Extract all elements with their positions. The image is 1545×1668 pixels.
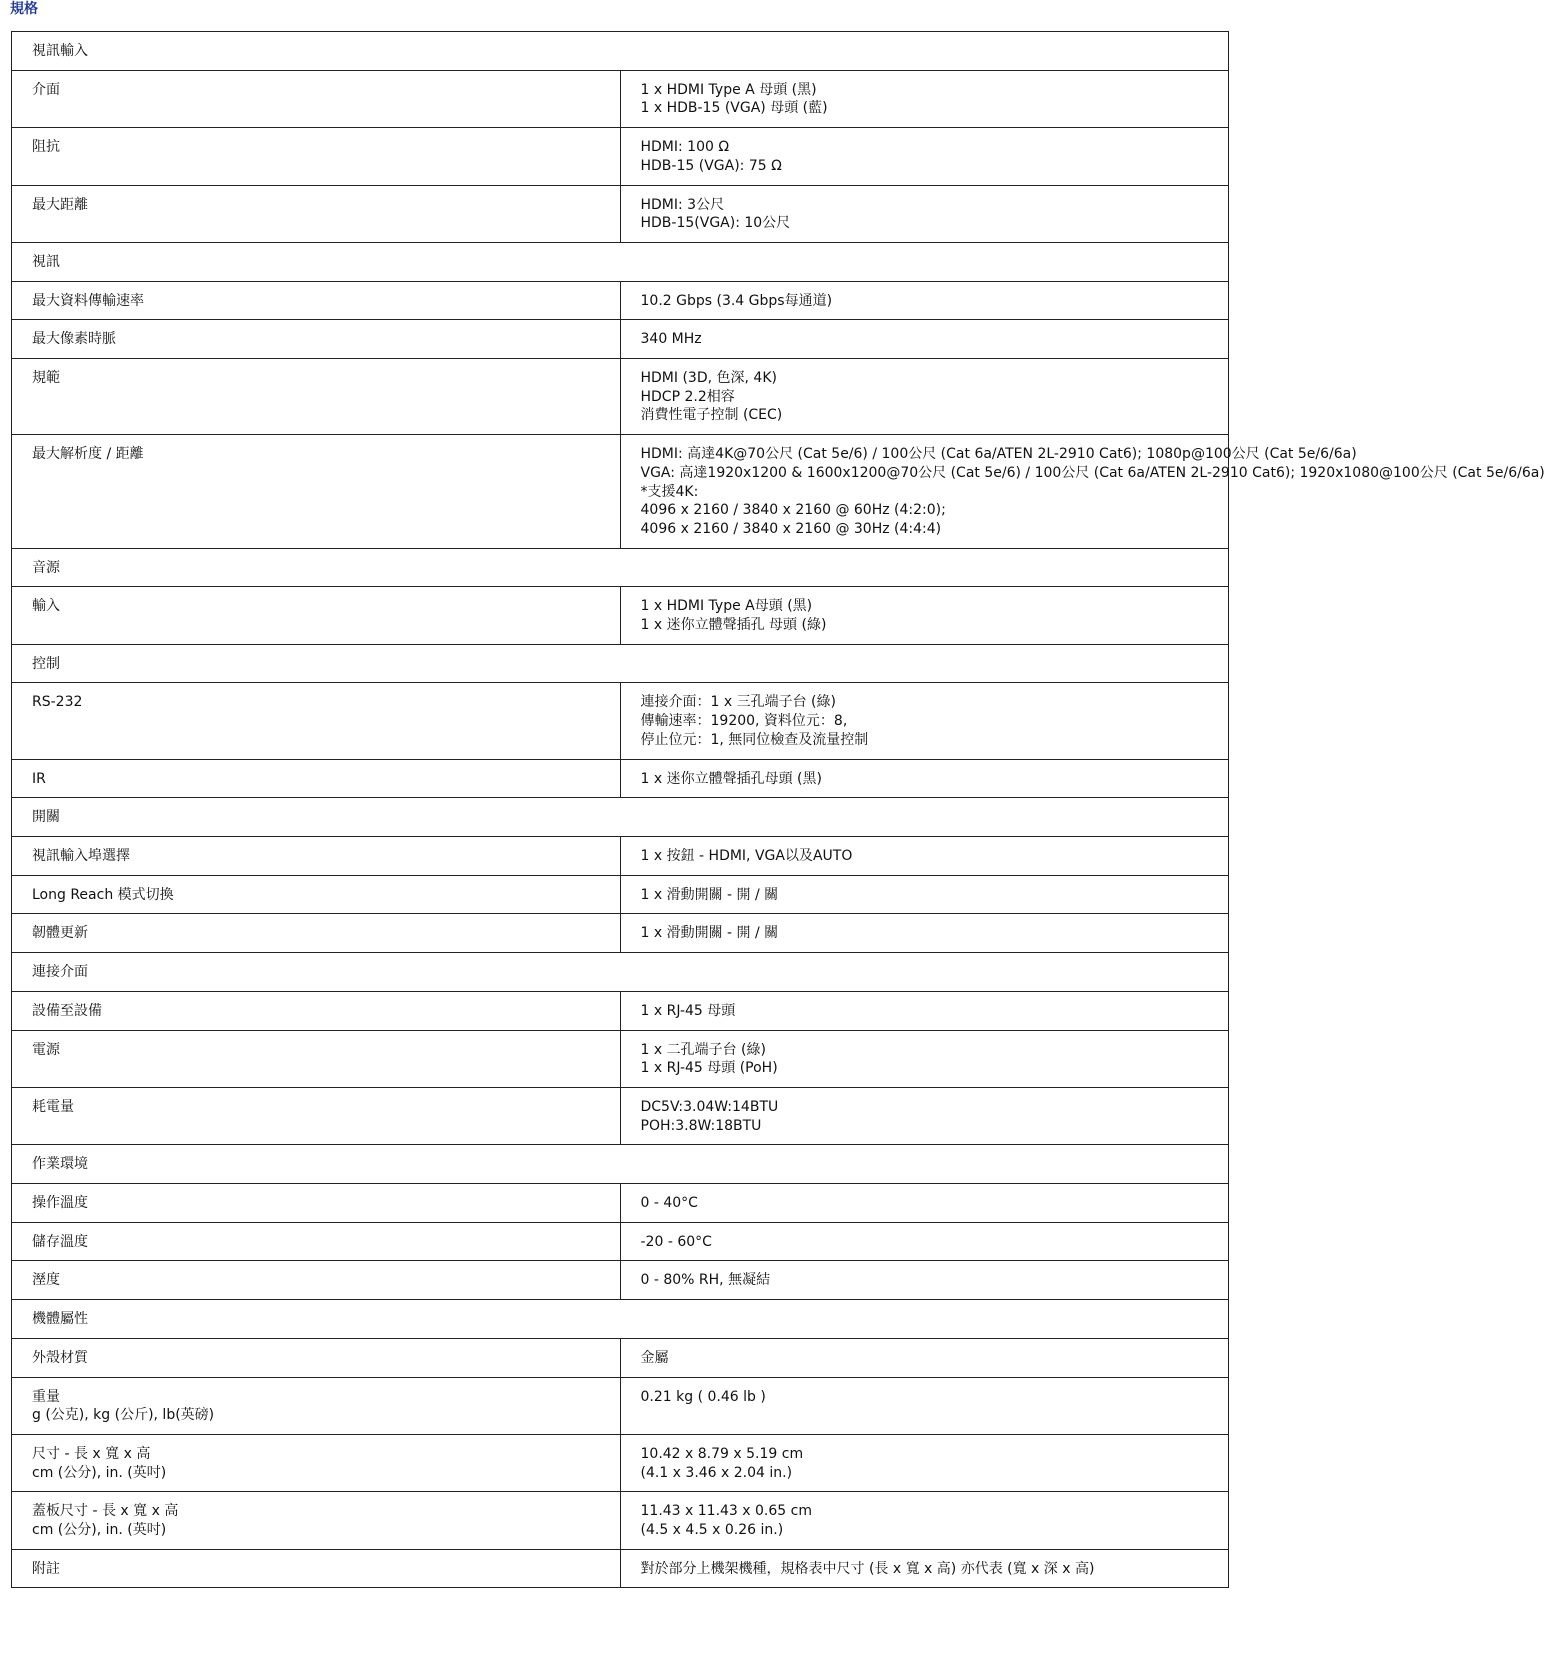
spec-label [12,836,621,875]
spec-value [620,1338,1229,1377]
spec-value-line: HDMI: 3公尺 [640,196,725,213]
spec-value-line: 1 x HDMI Type A 母頭 (黑) [640,81,817,98]
spec-value [620,70,1229,127]
spec-label [12,1549,621,1588]
spec-label-line: IR [32,770,46,787]
table-row [12,1087,1229,1144]
spec-table-body [12,32,1545,1588]
spec-label-line: 輸入 [32,598,60,615]
section-heading: 控制 [12,644,1229,683]
section-heading: 視訊輸入 [12,32,1229,71]
section-header-row [12,644,1229,683]
spec-value-line: 消費性電子控制 (CEC) [640,407,783,424]
section-header-row [12,1300,1229,1339]
spec-label [12,1377,621,1434]
table-row [12,1434,1229,1491]
section-heading: 音源 [12,548,1229,587]
spec-value [620,587,1229,644]
spec-value [620,185,1229,242]
spec-value [620,1492,1229,1549]
spec-label [12,683,621,759]
spec-value [620,875,1229,914]
spec-label-line: 最大距離 [32,196,88,213]
spec-value-line: *支援4K: [640,483,699,500]
spec-value [620,435,1545,549]
spec-label-line: 最大解析度 / 距離 [32,446,144,463]
spec-label-line: cm (公分), in. (英吋) [32,1464,167,1481]
spec-value-line: 10.2 Gbps (3.4 Gbps每通道) [640,292,833,309]
table-row [12,320,1229,359]
spec-value-line: 傳輸速率：19200, 資料位元：8, [640,713,848,730]
spec-value-line: 1 x 滑動開關 - 開 / 關 [640,886,779,903]
spec-value-line: 1 x 二孔端子台 (綠) [640,1041,766,1058]
table-row [12,359,1229,435]
spec-label-line: 最大資料傳輸速率 [32,292,144,309]
spec-label [12,759,621,798]
spec-value [620,320,1229,359]
spec-value-line: 4096 x 2160 / 3840 x 2160 @ 30Hz (4:4:4) [640,520,942,537]
table-row [12,836,1229,875]
spec-value [620,1184,1229,1223]
spec-value [620,1377,1229,1434]
spec-value-line: DC5V:3.04W:14BTU [640,1098,779,1115]
spec-label [12,587,621,644]
spec-value-line: HDMI: 高達4K@70公尺 (Cat 5e/6) / 100公尺 (Cat 6a/ATEN 2L-2910 Cat6); 1080p@100公尺 (Cat 5e/6/6a) [640,446,1357,463]
spec-label [12,320,621,359]
spec-value [620,281,1229,320]
spec-value [620,683,1229,759]
spec-value [620,359,1229,435]
spec-value-line: 10.42 x 8.79 x 5.19 cm [640,1445,804,1462]
spec-label-line: 操作溫度 [32,1195,88,1212]
spec-label-line: RS-232 [32,694,83,711]
table-row [12,1377,1229,1434]
spec-value-line: HDMI: 100 Ω [640,139,730,156]
spec-value-line: HDCP 2.2相容 [640,388,735,405]
spec-label [12,1338,621,1377]
table-row [12,281,1229,320]
section-header-row [12,242,1229,281]
section-heading: 開關 [12,798,1229,837]
spec-label [12,359,621,435]
table-row [12,683,1229,759]
spec-value [620,1030,1229,1087]
spec-value [620,1222,1229,1261]
spec-value-line: 1 x 滑動開關 - 開 / 關 [640,925,779,942]
table-row [12,991,1229,1030]
table-row [12,1222,1229,1261]
spec-label-line: 尺寸 - 長 x 寬 x 高 [32,1445,151,1462]
spec-label-line: 耗電量 [32,1098,74,1115]
section-header-row [12,548,1229,587]
spec-value-line: 1 x RJ-45 母頭 (PoH) [640,1060,778,1077]
spec-label-line: 重量 [32,1388,60,1405]
spec-value-line: 4096 x 2160 / 3840 x 2160 @ 60Hz (4:2:0); [640,502,946,519]
table-row [12,914,1229,953]
spec-label [12,914,621,953]
table-row [12,1492,1229,1549]
spec-value-line: 1 x RJ-45 母頭 [640,1002,736,1019]
spec-label-line: 外殼材質 [32,1349,88,1366]
spec-value [620,128,1229,185]
spec-label-line: 最大像素時脈 [32,331,116,348]
spec-label-line: 溼度 [32,1272,60,1289]
section-heading: 連接介面 [12,953,1229,992]
spec-value-line: 1 x 按鈕 - HDMI, VGA以及AUTO [640,847,853,864]
spec-label [12,1261,621,1300]
spec-label [12,185,621,242]
spec-value-line: 停止位元：1, 無同位檢查及流量控制 [640,731,869,748]
spec-label-line: 韌體更新 [32,925,88,942]
table-row [12,587,1229,644]
table-row [12,1261,1229,1300]
spec-label-line: 阻抗 [32,139,60,156]
section-header-row [12,953,1229,992]
spec-value [620,759,1229,798]
table-row [12,1338,1229,1377]
spec-label [12,70,621,127]
table-row [12,128,1229,185]
section-header-row [12,1145,1229,1184]
table-row [12,70,1229,127]
spec-value-line: (4.1 x 3.46 x 2.04 in.) [640,1464,793,1481]
spec-value-line: 金屬 [640,1349,669,1366]
spec-label [12,991,621,1030]
table-row [12,875,1229,914]
spec-label [12,1184,621,1223]
spec-value [620,836,1229,875]
spec-label-line: g (公克), kg (公斤), lb(英磅) [32,1407,215,1424]
table-row [12,759,1229,798]
spec-value-line: 1 x HDMI Type A母頭 (黑) [640,598,813,615]
spec-value [620,1549,1229,1588]
section-heading: 視訊 [12,242,1229,281]
spec-label-line: 電源 [32,1041,60,1058]
spec-value-line: 0.21 kg ( 0.46 lb ) [640,1388,766,1405]
section-header-row [12,32,1229,71]
spec-value-line: -20 - 60°C [640,1233,712,1250]
spec-value-line: HDB-15(VGA): 10公尺 [640,215,791,232]
spec-label [12,281,621,320]
spec-label-line: Long Reach 模式切換 [32,886,174,903]
table-row [12,1549,1229,1588]
spec-label [12,1492,621,1549]
spec-label-line: 設備至設備 [32,1002,102,1019]
spec-value-line: HDB-15 (VGA): 75 Ω [640,157,782,174]
spec-value-line: POH:3.8W:18BTU [640,1117,762,1134]
spec-value-line: 對於部分上機架機種，規格表中尺寸 (長 x 寬 x 高) 亦代表 (寬 x 深 x 高) [640,1560,1095,1577]
spec-value [620,1087,1229,1144]
spec-table [11,31,1545,1588]
spec-value-line: 1 x 迷你立體聲插孔母頭 (黑) [640,770,822,787]
spec-label [12,435,621,549]
spec-value-line: HDMI (3D, 色深, 4K) [640,370,777,387]
spec-value-line: 0 - 80% RH, 無凝結 [640,1272,771,1289]
table-row [12,1030,1229,1087]
spec-label [12,1030,621,1087]
spec-label-line: 介面 [32,81,60,98]
spec-value-line: VGA: 高達1920x1200 & 1600x1200@70公尺 (Cat 5e/6) / 100公尺 (Cat 6a/ATEN 2L-2910 Cat6); 1920x1080@100公尺 (Cat 5e/6/6a) [640,464,1545,481]
section-heading: 作業環境 [12,1145,1229,1184]
spec-value-line: (4.5 x 4.5 x 0.26 in.) [640,1522,784,1539]
spec-value-line: 連接介面：1 x 三孔端子台 (綠) [640,694,836,711]
spec-label [12,1222,621,1261]
spec-value-line: 0 - 40°C [640,1195,698,1212]
spec-value-line: 1 x 迷你立體聲插孔 母頭 (綠) [640,617,827,634]
spec-value-line: 340 MHz [640,331,702,348]
spec-value [620,991,1229,1030]
spec-label-line: 儲存溫度 [32,1233,88,1250]
table-row [12,1184,1229,1223]
spec-label-line: cm (公分), in. (英吋) [32,1522,167,1539]
spec-value-line: 11.43 x 11.43 x 0.65 cm [640,1503,812,1520]
spec-label [12,1434,621,1491]
spec-label [12,1087,621,1144]
section-header-row [12,798,1229,837]
spec-label [12,875,621,914]
spec-value [620,1261,1229,1300]
section-heading: 機體屬性 [12,1300,1229,1339]
spec-value [620,914,1229,953]
spec-value-line: 1 x HDB-15 (VGA) 母頭 (藍) [640,100,828,117]
spec-value [620,1434,1229,1491]
spec-label-line: 規範 [32,370,60,387]
spec-label [12,128,621,185]
spec-label-line: 蓋板尺寸 - 長 x 寬 x 高 [32,1503,179,1520]
spec-label-line: 附註 [32,1560,60,1577]
table-row [12,435,1229,549]
page-title: 規格 [10,1,38,17]
spec-label-line: 視訊輸入埠選擇 [32,847,130,864]
table-row [12,185,1229,242]
